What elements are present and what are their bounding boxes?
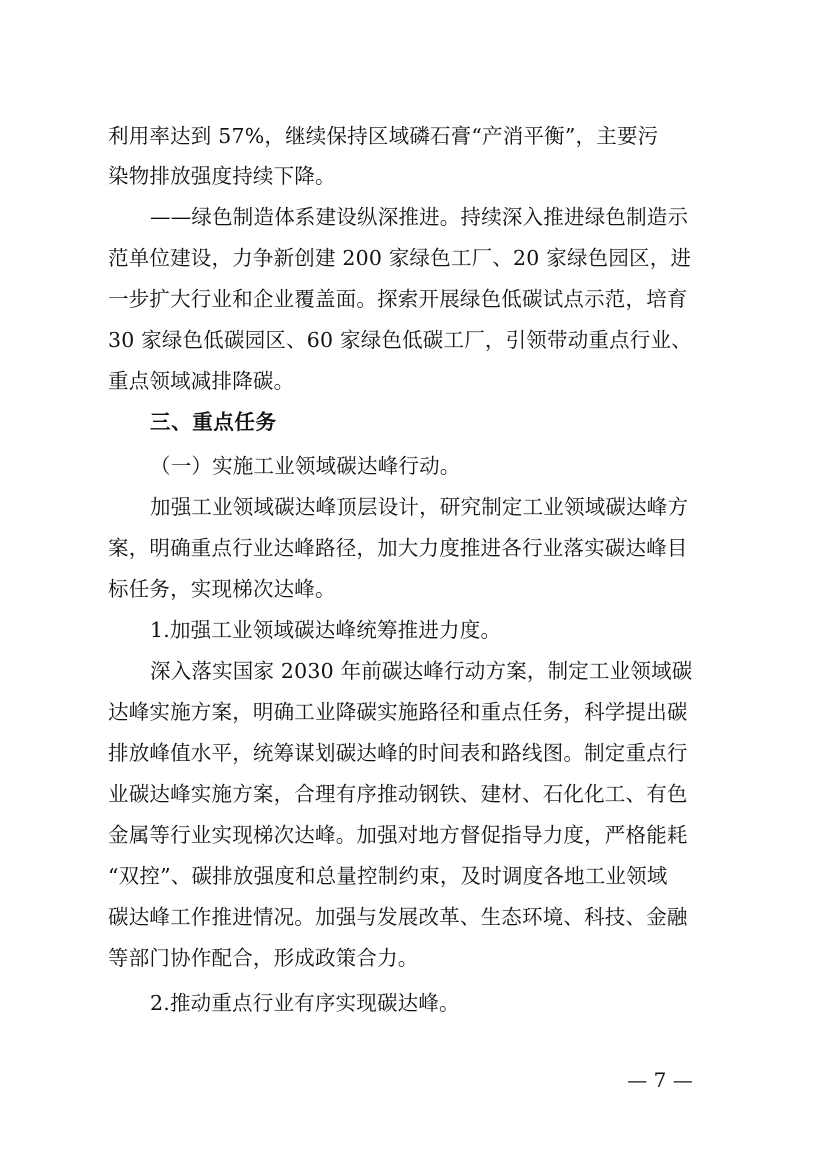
paragraph-line: 一步扩大行业和企业覆盖面。探索开展绿色低碳试点示范，培育 (108, 287, 688, 311)
paragraph-line: 利用率达到 57%，继续保持区域磷石膏“产消平衡”，主要污 (108, 124, 659, 148)
paragraph-line: 染物排放强度持续下降。 (108, 164, 336, 188)
paragraph-line: 重点领域减排降碳。 (108, 369, 295, 393)
paragraph-line: 排放峰值水平，统筹谋划碳达峰的时间表和路线图。制定重点行 (108, 741, 688, 765)
paragraph-line: 30 家绿色低碳园区、60 家绿色低碳工厂，引领带动重点行业、 (108, 328, 692, 352)
paragraph-line: 加强工业领域碳达峰顶层设计，研究制定工业领域碳达峰方 (150, 495, 689, 519)
paragraph-line: 业碳达峰实施方案，合理有序推动钢铁、建材、石化化工、有色 (108, 782, 688, 806)
paragraph-line: 等部门协作配合，形成政策合力。 (108, 946, 419, 970)
paragraph-line: 碳达峰工作推进情况。加强与发展改革、生态环境、科技、金融 (108, 905, 688, 929)
paragraph-line: 金属等行业实现梯次达峰。加强对地方督促指导力度，严格能耗 (108, 823, 688, 847)
page-number: — 7 — (627, 1068, 693, 1092)
paragraph-line: 案，明确重点行业达峰路径，加大力度推进各行业落实碳达峰目 (108, 536, 688, 560)
item-heading: 1.加强工业领域碳达峰统筹推进力度。 (150, 618, 502, 642)
subsection-heading: （一）实施工业领域碳达峰行动。 (150, 454, 461, 478)
paragraph-line: “双控”、碳排放强度和总量控制约束，及时调度各地工业领域 (108, 864, 668, 888)
paragraph-line: 范单位建设，力争新创建 200 家绿色工厂、20 家绿色园区，进 (108, 246, 692, 270)
paragraph-line: 达峰实施方案，明确工业降碳实施路径和重点任务，科学提出碳 (108, 700, 688, 724)
paragraph-line: 标任务，实现梯次达峰。 (108, 577, 336, 601)
paragraph-line: ——绿色制造体系建设纵深推进。持续深入推进绿色制造示 (150, 205, 689, 229)
paragraph-line: 深入落实国家 2030 年前碳达峰行动方案，制定工业领域碳 (150, 659, 693, 683)
item-heading: 2.推动重点行业有序实现碳达峰。 (150, 991, 460, 1015)
section-heading: 三、重点任务 (150, 410, 277, 434)
